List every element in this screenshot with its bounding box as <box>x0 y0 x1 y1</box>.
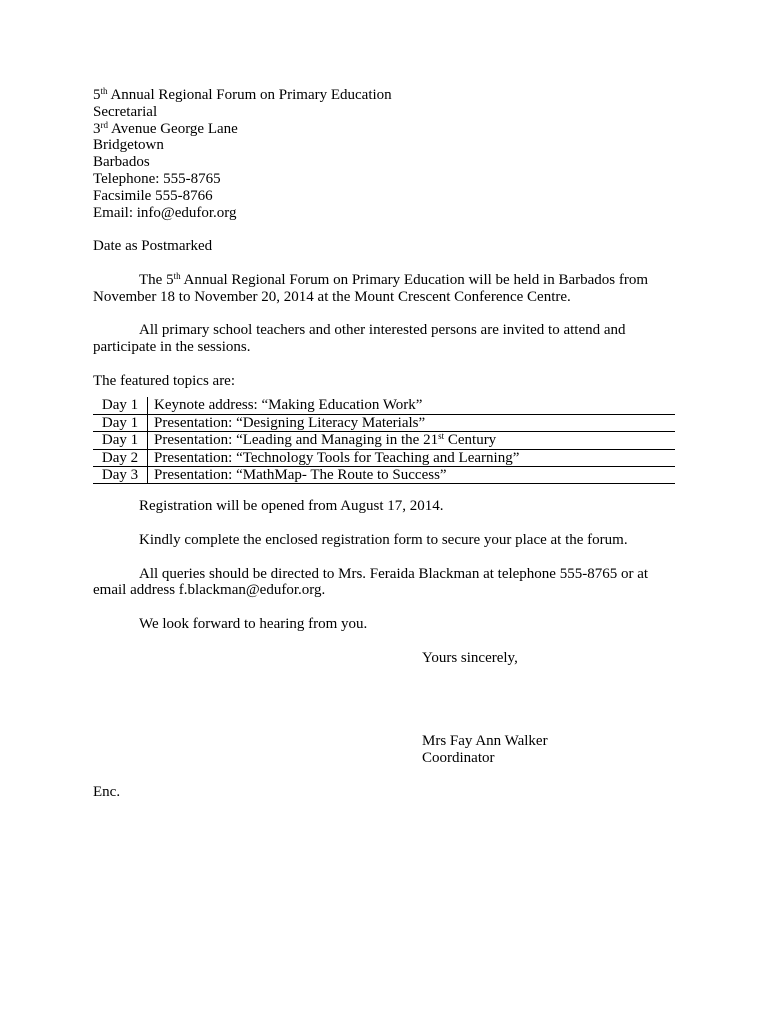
spacer <box>93 255 675 272</box>
street-line <box>93 121 675 138</box>
email-line: Email: info@edufor.org <box>93 204 237 221</box>
spacer <box>93 484 675 498</box>
topic-cell: Presentation: “MathMap- The Route to Success” <box>148 466 676 483</box>
forum-name: Annual Regional Forum on Primary Education <box>110 87 392 103</box>
country-line: Barbados <box>93 154 150 171</box>
table-row <box>93 466 675 483</box>
topic-cell: Presentation: “Designing Literacy Materials” <box>148 414 676 431</box>
spacer <box>93 221 675 238</box>
telephone-line: Telephone: 555-8765 <box>93 170 221 187</box>
topic-cell <box>148 432 676 449</box>
street-number: 3 <box>93 120 101 137</box>
topic-cell: Keynote address: “Making Education Work” <box>148 397 676 414</box>
day-cell: Day 1 <box>93 432 148 449</box>
spacer <box>93 633 675 650</box>
letter <box>93 87 675 801</box>
spacer <box>93 767 675 784</box>
signatory-name: Mrs Fay Ann Walker <box>422 733 548 750</box>
day-cell: Day 2 <box>93 449 148 466</box>
topic-cell: Presentation: “Technology Tools for Teaching and Learning” <box>148 449 676 466</box>
spacer <box>93 599 675 616</box>
paragraph-queries: All queries should be directed to Mrs. Feraida Blackman at telephone 555-8765 or at email address f.blackman@edufor.org. <box>93 565 649 599</box>
signatory-title: Coordinator <box>422 750 495 767</box>
spacer <box>93 356 675 373</box>
day-cell: Day 1 <box>93 414 148 431</box>
forum-ordinal: 5 <box>93 87 101 103</box>
signature-space <box>93 666 675 733</box>
table-row <box>93 397 675 414</box>
topic-cell-end: Century <box>444 432 497 449</box>
table-row <box>93 432 675 449</box>
paragraph-forum-details <box>93 272 675 306</box>
paragraph-invitation: All primary school teachers and other interested persons are invited to attend and participate in the sessions. <box>93 322 626 355</box>
sender-address-block <box>93 87 675 221</box>
topic-cell-start: Presentation: “Leading and Managing in the 21 <box>154 432 439 449</box>
table-row <box>93 449 675 466</box>
street-number-suffix: rd <box>100 119 108 130</box>
spacer <box>93 549 675 566</box>
forum-ordinal-suffix: th <box>100 86 108 96</box>
valediction: Yours sincerely, <box>422 649 518 666</box>
paragraph-forum-details-sup: th <box>173 270 181 281</box>
topic-cell-sup: st <box>438 431 445 442</box>
forum-name-line <box>93 87 675 104</box>
paragraph-forum-details-start: The 5 <box>139 271 174 288</box>
date-line: Date as Postmarked <box>93 238 213 255</box>
spacer <box>93 515 675 532</box>
facsimile-line: Facsimile 555-8766 <box>93 187 213 204</box>
spacer <box>93 305 675 322</box>
department-line: Secretarial <box>93 103 158 120</box>
paragraph-look-forward: We look forward to hearing from you. <box>139 615 368 632</box>
topics-intro: The featured topics are: <box>93 372 236 389</box>
day-cell: Day 3 <box>93 466 148 483</box>
enclosure-note: Enc. <box>93 783 121 800</box>
day-cell: Day 1 <box>93 397 148 414</box>
paragraph-registration-open: Registration will be opened from August 17, 2014. <box>139 498 444 515</box>
topics-table <box>93 397 675 484</box>
paragraph-registration-form: Kindly complete the enclosed registration form to secure your place at the forum. <box>139 531 628 548</box>
city-line: Bridgetown <box>93 137 164 154</box>
paragraph-forum-details-rest: Annual Regional Forum on Primary Education will be held in Barbados from November 18 to November 20, 2014 at the Mount Crescent Conference Centre. <box>93 271 649 305</box>
street-name: Avenue George Lane <box>110 120 238 137</box>
table-row <box>93 414 675 431</box>
